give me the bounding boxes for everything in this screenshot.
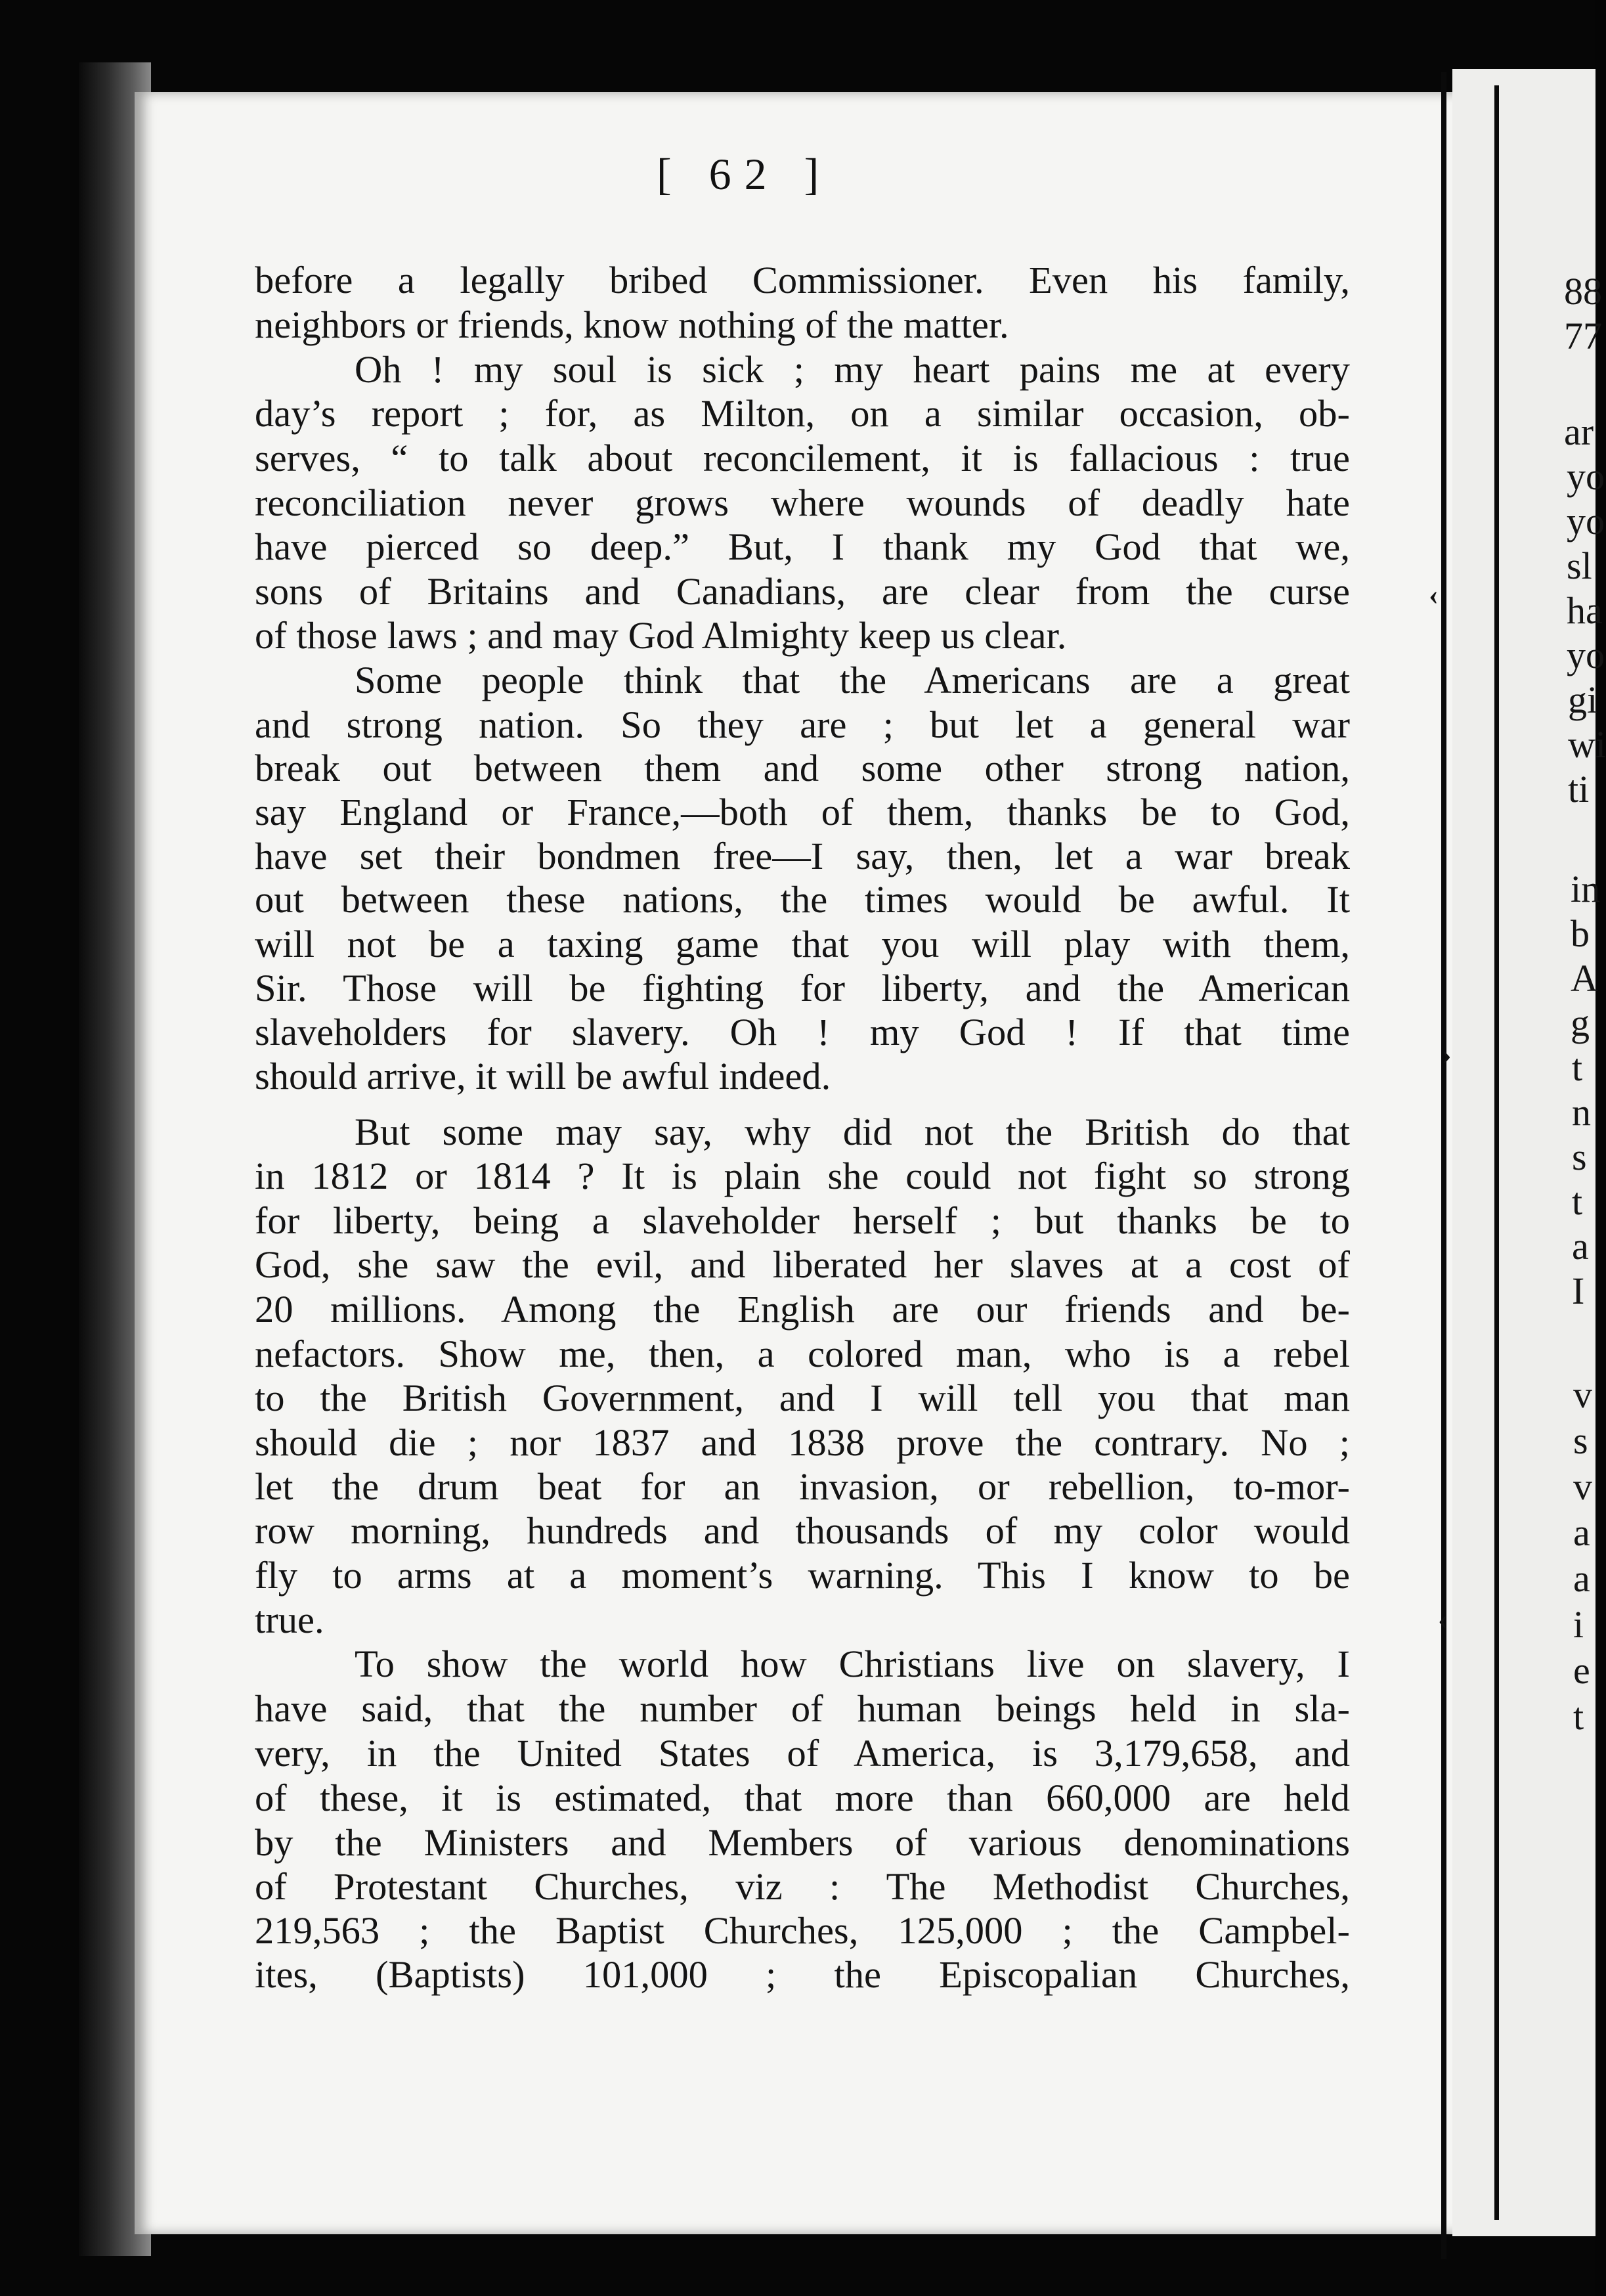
facing-page-fragment: a [1572, 1225, 1589, 1268]
text-line: Some people think that the Americans are a great [355, 659, 1350, 701]
text-line: to the British Government, and I will tell you that man [255, 1377, 1350, 1419]
text-line: neighbors or friends, know nothing of the matter. [255, 303, 1009, 346]
facing-page-fragment: t [1573, 1695, 1584, 1738]
text-line: Sir. Those will be fighting for liberty, and the American [255, 967, 1350, 1009]
facing-page-fragment: I [1572, 1269, 1585, 1312]
text-line: should arrive, it will be awful indeed. [255, 1055, 831, 1097]
facing-page-fragment: in [1571, 868, 1601, 910]
text-line: row morning, hundreds and thousands of my color would [255, 1509, 1350, 1552]
text-line: break out between them and some other strong nation, [255, 747, 1350, 789]
facing-page-rule [1494, 85, 1499, 2220]
text-line: 20 millions. Among the English are our friends and be- [255, 1288, 1350, 1331]
text-line: reconciliation never grows where wounds of deadly hate [255, 481, 1350, 524]
spine-mark: › [1442, 1038, 1452, 1071]
text-line: true. [255, 1599, 324, 1641]
text-line: fly to arms at a moment’s warning. This I know to be [255, 1554, 1350, 1597]
text-line: have set their bondmen free—I say, then, let a war break [255, 835, 1350, 877]
text-line: God, she saw the evil, and liberated her slaves at a cost of [255, 1243, 1350, 1286]
text-line: day’s report ; for, as Milton, on a similar occasion, ob- [255, 392, 1350, 435]
text-line: by the Ministers and Members of various denominations [255, 1821, 1350, 1864]
text-line: To show the world how Christians live on slavery, I [355, 1643, 1350, 1685]
text-line: of these, it is estimated, that more than 660,000 are held [255, 1777, 1350, 1819]
page-number: [ 62 ] [657, 149, 833, 199]
text-line: should die ; nor 1837 and 1838 prove the contrary. No ; [255, 1421, 1350, 1464]
facing-page-fragment: b [1571, 912, 1590, 955]
text-line: and strong nation. So they are ; but let a general war [255, 703, 1350, 746]
facing-page-fragment: yo [1567, 634, 1605, 676]
text-line: very, in the United States of America, is 3,179,658, and [255, 1732, 1350, 1775]
facing-page-fragment: a [1573, 1557, 1590, 1600]
facing-page-fragment: gi [1568, 678, 1598, 721]
text-line: serves, “ to talk about reconcilement, it is fallacious : true [255, 437, 1350, 479]
text-line: out between these nations, the times would be awful. It [255, 878, 1350, 921]
text-line: of those laws ; and may God Almighty keep us clear. [255, 614, 1067, 657]
text-line: of Protestant Churches, viz : The Methodist Churches, [255, 1865, 1350, 1908]
text-line: have pierced so deep.” But, I thank my God that we, [255, 525, 1350, 568]
facing-page-fragment: i [1573, 1603, 1584, 1646]
text-line: let the drum beat for an invasion, or rebellion, to-mor- [255, 1465, 1350, 1508]
text-line: But some may say, why did not the British do that [355, 1111, 1350, 1153]
facing-page-fragment: ar [1564, 410, 1594, 453]
facing-page-fragment: yo [1567, 500, 1605, 542]
facing-page-fragment: 77 [1564, 315, 1602, 357]
text-line: Oh ! my soul is sick ; my heart pains me at every [355, 348, 1350, 391]
facing-page-fragment: wi [1568, 723, 1606, 766]
text-line: for liberty, being a slaveholder herself ; but thanks be to [255, 1199, 1350, 1242]
facing-page-fragment: t [1572, 1180, 1583, 1223]
text-line: sons of Britains and Canadians, are clear from the curse [255, 570, 1350, 613]
facing-page-fragment: n [1572, 1091, 1591, 1134]
facing-page-fragment: ti [1568, 768, 1590, 810]
facing-page-fragment: yo [1567, 455, 1605, 498]
facing-page-fragment: s [1572, 1136, 1587, 1178]
facing-page-fragment: v [1573, 1465, 1592, 1508]
facing-page-fragment: v [1573, 1373, 1592, 1416]
facing-page-fragment: sl [1567, 544, 1592, 587]
facing-page-fragment: a [1573, 1511, 1590, 1554]
gutter-line [1441, 72, 1446, 2259]
facing-page-fragment: ha [1567, 589, 1603, 632]
text-line: will not be a taxing game that you will play with them, [255, 923, 1350, 965]
facing-page-fragment: A [1571, 957, 1598, 1000]
spine-mark: ‹ [1438, 1603, 1448, 1635]
facing-page-fragment: 88 [1564, 270, 1602, 313]
text-line: in 1812 or 1814 ? It is plain she could not fight so strong [255, 1155, 1350, 1197]
facing-page-fragment: s [1573, 1419, 1588, 1462]
facing-page-fragment: g [1571, 1002, 1590, 1044]
facing-page-fragment: t [1572, 1046, 1583, 1089]
text-line: 219,563 ; the Baptist Churches, 125,000 ; the Campbel- [255, 1909, 1350, 1952]
text-line: ites, (Baptists) 101,000 ; the Episcopalian Churches, [255, 1953, 1350, 1996]
text-line: nefactors. Show me, then, a colored man, who is a rebel [255, 1333, 1350, 1375]
text-line: say England or France,—both of them, thanks be to God, [255, 791, 1350, 833]
text-line: before a legally bribed Commissioner. Even his family, [255, 259, 1350, 301]
facing-page-fragment: e [1573, 1649, 1590, 1692]
text-line: slaveholders for slavery. Oh ! my God ! If that time [255, 1011, 1350, 1053]
spine-mark: ‹ [1429, 579, 1439, 611]
text-line: have said, that the number of human beings held in sla- [255, 1687, 1350, 1730]
